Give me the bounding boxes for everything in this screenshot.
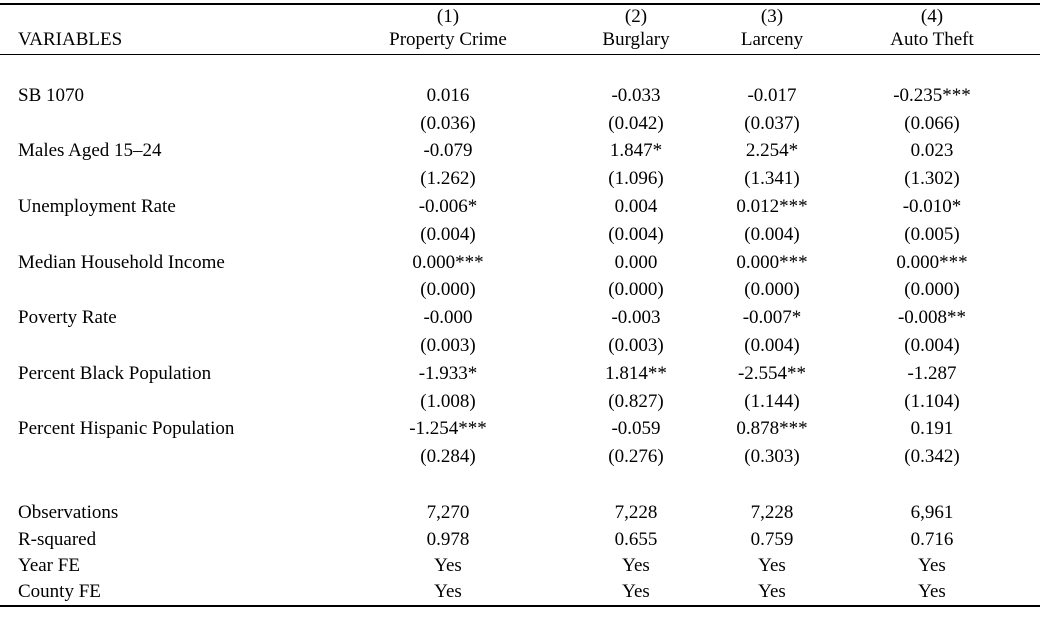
coefficient-row bbox=[0, 82, 1040, 110]
column-number: (2) bbox=[624, 6, 648, 27]
coefficient-cell: -2.554** bbox=[737, 362, 807, 384]
stat-value: 0.655 bbox=[614, 528, 658, 550]
stderr-cell: (0.000) bbox=[608, 279, 664, 301]
coefficient-row bbox=[0, 416, 1040, 444]
stderr-cell: (0.004) bbox=[904, 335, 960, 357]
variable-label bbox=[0, 110, 344, 138]
coefficient-cell: -0.006* bbox=[418, 196, 478, 218]
variable-label: SB 1070 bbox=[18, 84, 84, 106]
coefficient-cell: 0.191 bbox=[910, 418, 954, 440]
coefficient-row bbox=[0, 138, 1040, 166]
column-number-row bbox=[0, 4, 1040, 29]
stat-value: Yes bbox=[918, 555, 946, 577]
stderr-cell: (1.262) bbox=[420, 168, 476, 190]
stderr-cell: (0.042) bbox=[608, 112, 664, 134]
stderr-cell: (0.303) bbox=[744, 446, 800, 468]
stderr-cell: (1.144) bbox=[744, 390, 800, 412]
stderr-cell: (0.284) bbox=[420, 446, 476, 468]
variables-header: VARIABLES bbox=[18, 29, 123, 50]
variable-label bbox=[0, 388, 344, 416]
table-header bbox=[0, 4, 1040, 55]
column-number: (4) bbox=[920, 6, 944, 27]
stderr-cell: (0.005) bbox=[904, 223, 960, 245]
variable-label bbox=[0, 165, 344, 193]
coefficient-cell: -1.933* bbox=[418, 362, 478, 384]
variable-label: Percent Black Population bbox=[18, 362, 212, 384]
coefficient-cell: -0.235*** bbox=[893, 84, 971, 106]
variable-label: Poverty Rate bbox=[18, 307, 117, 329]
coefficient-cell: -1.287 bbox=[907, 362, 957, 384]
header-spacer bbox=[0, 4, 344, 29]
stat-value: Yes bbox=[918, 581, 946, 603]
coefficient-cell: -0.033 bbox=[611, 84, 661, 106]
coefficient-cell: 0.000*** bbox=[412, 251, 484, 273]
stat-value: Yes bbox=[434, 581, 462, 603]
coefficient-row bbox=[0, 193, 1040, 221]
stderr-row bbox=[0, 277, 1040, 305]
coefficient-cell: 0.000*** bbox=[896, 251, 968, 273]
variable-label: Males Aged 15–24 bbox=[18, 140, 162, 162]
coefficient-row bbox=[0, 360, 1040, 388]
stat-label: Observations bbox=[18, 502, 119, 524]
coefficient-cell: 2.254* bbox=[745, 140, 799, 162]
spacer-row bbox=[0, 55, 1040, 83]
coefficient-cell: -0.059 bbox=[611, 418, 661, 440]
stderr-row bbox=[0, 165, 1040, 193]
stats-row bbox=[0, 527, 1040, 554]
stderr-cell: (1.341) bbox=[744, 168, 800, 190]
variable-label: Median Household Income bbox=[18, 251, 225, 273]
stderr-cell: (0.036) bbox=[420, 112, 476, 134]
coefficient-cell: -0.017 bbox=[747, 84, 797, 106]
stderr-cell: (0.003) bbox=[608, 335, 664, 357]
variable-label bbox=[0, 443, 344, 471]
table-body bbox=[0, 55, 1040, 607]
coefficient-row bbox=[0, 249, 1040, 277]
stats-row bbox=[0, 500, 1040, 527]
column-number: (3) bbox=[760, 6, 784, 27]
coefficient-cell: -0.007* bbox=[742, 307, 802, 329]
coefficient-cell: 0.000 bbox=[614, 251, 658, 273]
stat-value: Yes bbox=[622, 581, 650, 603]
stat-value: 0.716 bbox=[910, 528, 954, 550]
stat-label: County FE bbox=[18, 581, 101, 603]
coefficient-cell: 0.012*** bbox=[736, 196, 808, 218]
stderr-cell: (1.096) bbox=[608, 168, 664, 190]
variable-label: Unemployment Rate bbox=[18, 196, 176, 218]
coefficient-cell: -0.079 bbox=[423, 140, 473, 162]
stderr-row bbox=[0, 332, 1040, 360]
column-name: Larceny bbox=[740, 29, 804, 50]
stat-label: Year FE bbox=[18, 555, 80, 577]
stat-value: 7,270 bbox=[426, 502, 470, 524]
stderr-cell: (0.276) bbox=[608, 446, 664, 468]
variable-label bbox=[0, 332, 344, 360]
stderr-cell: (1.008) bbox=[420, 390, 476, 412]
stderr-cell: (0.004) bbox=[744, 335, 800, 357]
coefficient-cell: 1.847* bbox=[609, 140, 663, 162]
coefficient-row bbox=[0, 304, 1040, 332]
stderr-row bbox=[0, 443, 1040, 471]
stderr-cell: (0.827) bbox=[608, 390, 664, 412]
stderr-cell: (0.342) bbox=[904, 446, 960, 468]
stat-value: Yes bbox=[758, 581, 786, 603]
coefficient-cell: -0.003 bbox=[611, 307, 661, 329]
stderr-cell: (1.104) bbox=[904, 390, 960, 412]
stderr-row bbox=[0, 221, 1040, 249]
coefficient-cell: -1.254*** bbox=[409, 418, 487, 440]
stat-value: Yes bbox=[434, 555, 462, 577]
coefficient-cell: 0.878*** bbox=[736, 418, 808, 440]
stat-value: 6,961 bbox=[910, 502, 954, 524]
coefficient-cell: 0.000*** bbox=[736, 251, 808, 273]
coefficient-cell: -0.010* bbox=[902, 196, 962, 218]
coefficient-cell: 0.004 bbox=[614, 196, 658, 218]
stderr-cell: (0.066) bbox=[904, 112, 960, 134]
stderr-cell: (0.000) bbox=[904, 279, 960, 301]
stderr-cell: (0.000) bbox=[420, 279, 476, 301]
column-name-row bbox=[0, 29, 1040, 55]
stderr-cell: (0.000) bbox=[744, 279, 800, 301]
stat-value: 7,228 bbox=[614, 502, 658, 524]
stderr-row bbox=[0, 388, 1040, 416]
column-name: Burglary bbox=[602, 29, 670, 50]
variable-label: Percent Hispanic Population bbox=[18, 418, 235, 440]
stats-row bbox=[0, 580, 1040, 607]
spacer-row bbox=[0, 471, 1040, 500]
stat-value: Yes bbox=[622, 555, 650, 577]
stat-value: 7,228 bbox=[750, 502, 794, 524]
stat-value: Yes bbox=[758, 555, 786, 577]
variable-label bbox=[0, 221, 344, 249]
stderr-cell: (0.004) bbox=[420, 223, 476, 245]
coefficient-cell: 0.023 bbox=[910, 140, 954, 162]
stats-row bbox=[0, 553, 1040, 580]
stderr-cell: (0.003) bbox=[420, 335, 476, 357]
stat-label: R-squared bbox=[18, 528, 97, 550]
stderr-row bbox=[0, 110, 1040, 138]
variable-label bbox=[0, 277, 344, 305]
coefficient-cell: 1.814** bbox=[605, 362, 667, 384]
stderr-cell: (0.004) bbox=[608, 223, 664, 245]
coefficient-cell: -0.000 bbox=[423, 307, 473, 329]
stderr-cell: (0.004) bbox=[744, 223, 800, 245]
stat-value: 0.759 bbox=[750, 528, 794, 550]
column-name: Property Crime bbox=[389, 29, 507, 50]
stderr-cell: (0.037) bbox=[744, 112, 800, 134]
regression-results-table bbox=[0, 3, 1040, 607]
stderr-cell: (1.302) bbox=[904, 168, 960, 190]
column-name: Auto Theft bbox=[890, 29, 974, 50]
column-number: (1) bbox=[436, 6, 460, 27]
coefficient-cell: 0.016 bbox=[426, 84, 470, 106]
coefficient-cell: -0.008** bbox=[897, 307, 967, 329]
stat-value: 0.978 bbox=[426, 528, 470, 550]
